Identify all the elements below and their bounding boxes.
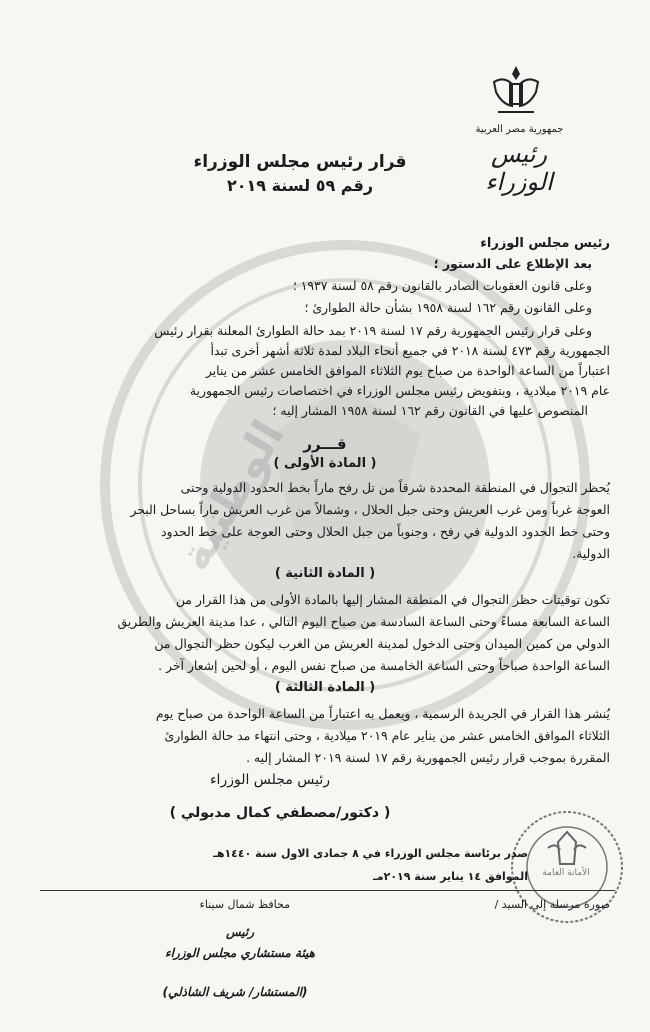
article-1-line: وحتى خط الحدود الدولية في رفح ، وجنوباً من جبل الحلال وحتى العوجة على خط الحدود bbox=[161, 524, 610, 539]
decision-heading: قـــرر bbox=[303, 435, 347, 453]
stamp-label: الأمانة العامة bbox=[542, 868, 590, 878]
divider bbox=[40, 890, 615, 891]
preamble-heading: رئيس مجلس الوزراء bbox=[480, 236, 610, 251]
article-1-line: الدولية. bbox=[572, 546, 610, 561]
copy-recipient: محافظ شمال سيناء bbox=[199, 898, 290, 911]
signatory-title: رئيس مجلس الوزراء bbox=[209, 772, 331, 788]
preamble-line: الجمهورية رقم ٤٧٣ لسنة ٢٠١٨ في جميع أنحاء البلاد لمدة ثلاثة أشهر أخرى تبدأ bbox=[210, 343, 610, 358]
preamble-line: وعلى قانون العقوبات الصادر بالقانون رقم ٥٨ لسنة ١٩٣٧ ؛ bbox=[292, 278, 592, 293]
preamble-line: وعلى القانون رقم ١٦٢ لسنة ١٩٥٨ بشأن حالة الطوارئ ؛ bbox=[304, 300, 592, 315]
watermark-text: الوطنية bbox=[168, 412, 295, 579]
article-1-line: العوجة غرباً ومن غرب العريش وحتى جبل الحلال ، وشمالاً من غرب العريش ماراً بساحل البحر bbox=[130, 502, 610, 517]
preamble-line: اعتباراً من الساعة الواحدة من صباح يوم الثلاثاء الموافق الخامس عشر من يناير bbox=[205, 363, 610, 378]
article-3-heading: ( المادة الثالثة ) bbox=[274, 680, 376, 695]
header-country: جمهورية مصر العربية bbox=[475, 124, 564, 135]
eagle-emblem-icon bbox=[490, 62, 542, 120]
advisor-name: (المستشار/ شريف الشاذلي) bbox=[162, 985, 308, 999]
article-1-line: يُحظر التجوال في المنطقة المحددة شرقاً من تل رفح ماراً بخط الحدود الدولية وحتى bbox=[180, 480, 610, 495]
advisor-body: هيئة مستشاري مجلس الوزراء bbox=[164, 946, 316, 960]
article-2-line: تكون توقيتات حظر التجوال في المنطقة المشار إليها بالمادة الأولى من هذا القرار من bbox=[175, 592, 610, 607]
header-pm: رئيس الوزراء bbox=[485, 140, 553, 196]
article-2-line: الدولي من كمين الميدان وحتى الدخول لمدينة العريش من الغرب ليكون حظر التجوال من bbox=[154, 636, 610, 651]
page-title: قرار رئيس مجلس الوزراء bbox=[193, 152, 407, 172]
article-2-line: الساعة السابعة مساءً وحتى الساعة السادسة من صباح اليوم التالي ، عدا مدينة العريش والطريق bbox=[117, 614, 610, 629]
issued-gregorian: الموافق ١٤ يناير سنة ٢٠١٩مـ bbox=[373, 870, 528, 883]
signatory-name: ( دكتور/مصطفي كمال مدبولي ) bbox=[169, 805, 391, 821]
article-2-heading: ( المادة الثانية ) bbox=[274, 566, 376, 581]
article-2-line: الساعة الواحدة صباحاً وحتى الساعة الخامسة من صباح نفس اليوم ، أو لحين إشعار آخر . bbox=[158, 658, 610, 673]
preamble-line: وعلى قرار رئيس الجمهورية رقم ١٧ لسنة ٢٠١٩ بمد حالة الطوارئ المعلنة بقرار رئيس bbox=[154, 323, 592, 338]
article-3-line: الثلاثاء الموافق الخامس عشر من يناير عام ٢٠١٩ ميلادية ، وحتى انتهاء مد حالة الطوارئ bbox=[164, 728, 610, 743]
decree-number: رقم ٥٩ لسنة ٢٠١٩ bbox=[226, 176, 374, 195]
article-3-line: يُنشر هذا القرار في الجريدة الرسمية ، ويعمل به اعتباراً من الساعة الواحدة من صباح يوم bbox=[155, 706, 610, 721]
preamble-line: المنصوص عليها في القانون رقم ١٦٢ لسنة ١٩٥٨ المشار إليه ؛ bbox=[272, 403, 588, 418]
preamble-line: عام ٢٠١٩ ميلادية ، وبتفويض رئيس مجلس الوزراء في اختصاصات رئيس الجمهورية bbox=[189, 383, 610, 398]
article-3-line: المقررة بموجب قرار رئيس الجمهورية رقم ١٧ لسنة ٢٠١٩ المشار إليه . bbox=[246, 750, 610, 765]
preamble-intro: بعد الإطلاع على الدستور ؛ bbox=[433, 256, 592, 271]
issued-hijri: صدر برئاسة مجلس الوزراء في ٨ جمادى الاول سنة ١٤٤٠هـ bbox=[213, 847, 528, 860]
article-1-heading: ( المادة الأولى ) bbox=[273, 456, 377, 471]
copy-to: صورة مرسلة إلى السيد / bbox=[494, 898, 610, 911]
advisor-title: رئيس bbox=[225, 925, 255, 939]
